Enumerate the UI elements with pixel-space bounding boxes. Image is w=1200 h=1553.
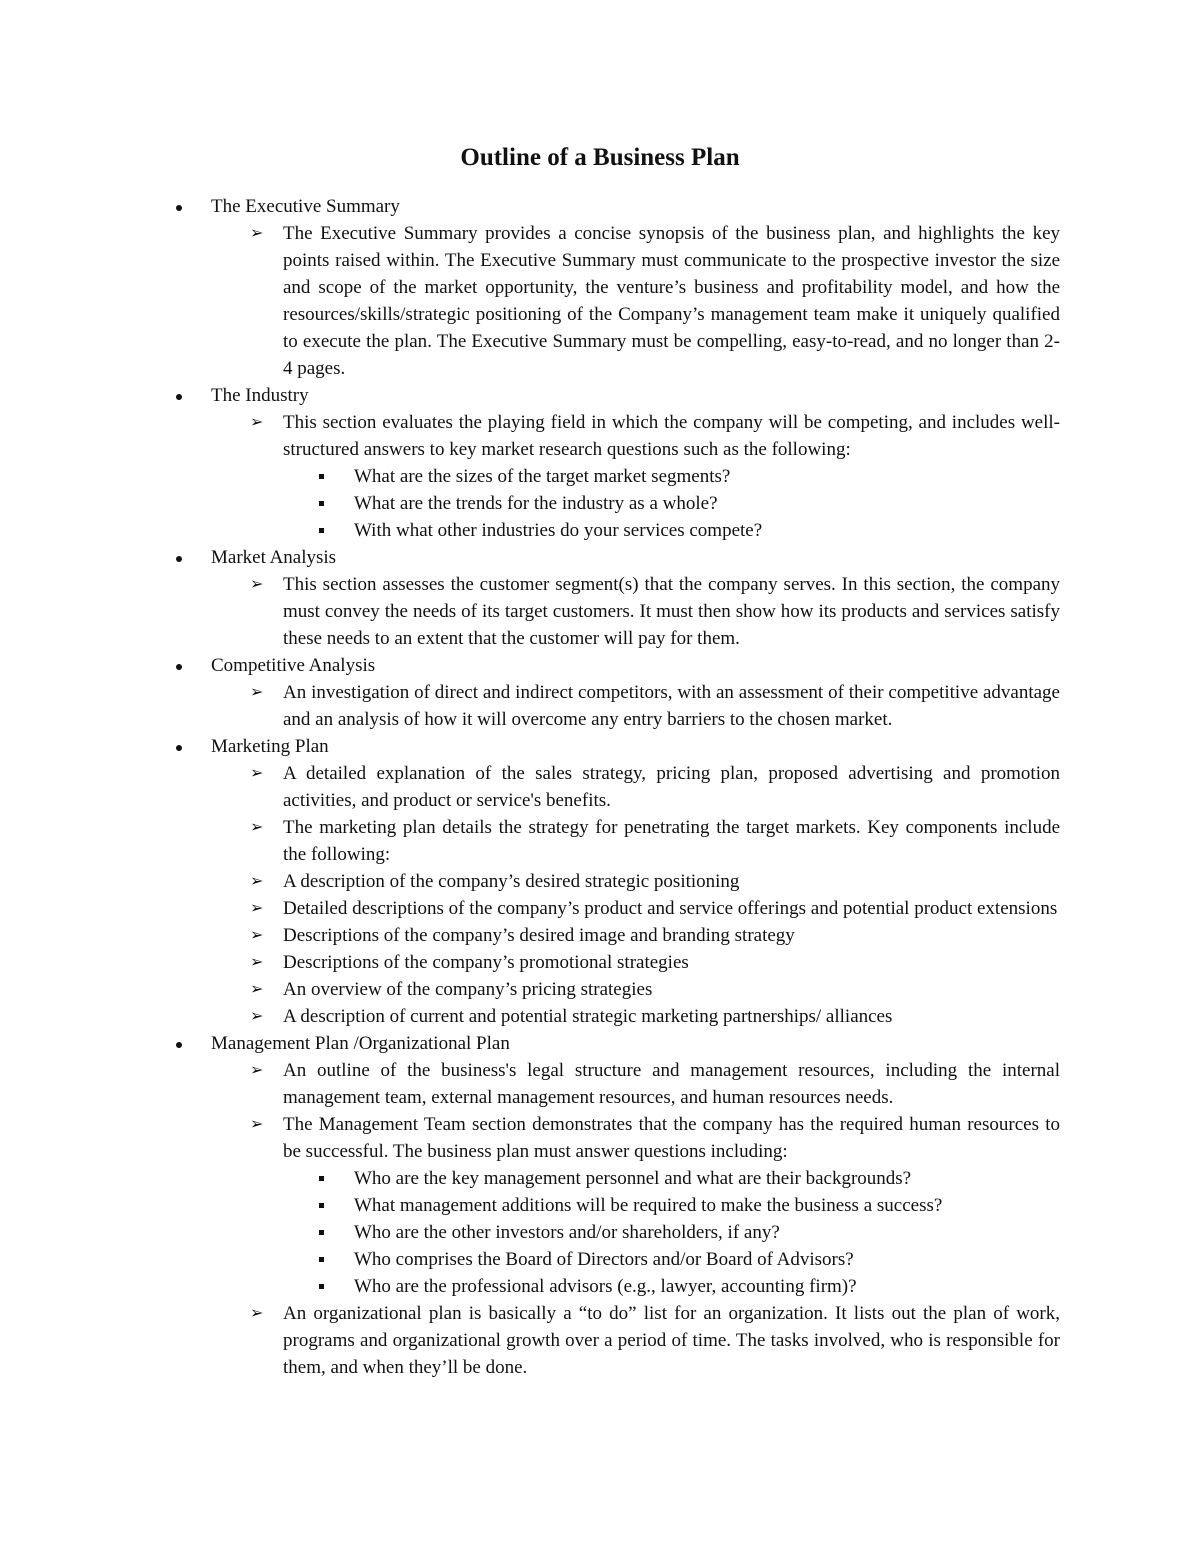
section-point [170, 571, 1060, 652]
section-point [170, 814, 1060, 868]
section-point [170, 1057, 1060, 1111]
square-bullet-icon [319, 1284, 324, 1289]
arrow-bullet-icon: ➢ [250, 684, 264, 701]
sub-question [170, 1165, 1060, 1192]
section-heading-text: Market Analysis [211, 547, 337, 568]
arrow-bullet-icon: ➢ [250, 981, 264, 998]
sub-question [170, 1273, 1060, 1300]
section-heading-text: Management Plan /Organizational Plan [211, 1033, 510, 1054]
outline-section [170, 382, 1060, 544]
sub-question-text: Who comprises the Board of Directors and/or Board of Advisors? [354, 1249, 854, 1270]
arrow-bullet-icon: ➢ [250, 900, 264, 917]
bullet-dot-icon [176, 394, 182, 400]
point-text: A detailed explanation of the sales strategy, pricing plan, proposed advertising and promotion activities, and product or service's benefits. [283, 763, 1060, 811]
arrow-bullet-icon: ➢ [250, 414, 264, 431]
point-text: Descriptions of the company’s desired image and branding strategy [283, 925, 795, 946]
bullet-dot-icon [176, 745, 182, 751]
outline-section [170, 544, 1060, 652]
bullet-dot-icon [176, 1042, 182, 1048]
section-heading [170, 652, 1060, 679]
section-heading-text: Competitive Analysis [211, 655, 376, 676]
section-point [170, 868, 1060, 895]
page-title: Outline of a Business Plan [460, 144, 740, 171]
section-point [170, 679, 1060, 733]
section-heading [170, 382, 1060, 409]
sub-question [170, 517, 1060, 544]
sub-question-text: Who are the professional advisors (e.g., lawyer, accounting firm)? [354, 1276, 857, 1297]
section-point [170, 949, 1060, 976]
arrow-bullet-icon: ➢ [250, 1305, 264, 1322]
outline-list [170, 193, 1060, 1381]
point-text: This section evaluates the playing field in which the company will be competing, and includes well-structured answers to key market research questions such as the following: [283, 412, 1060, 460]
point-text: Detailed descriptions of the company’s product and service offerings and potential product extensions [283, 898, 1058, 919]
outline-section [170, 652, 1060, 733]
point-text: An outline of the business's legal structure and management resources, including the internal management team, external management resources, and human resources needs. [283, 1060, 1060, 1108]
section-heading [170, 733, 1060, 760]
sub-question [170, 1192, 1060, 1219]
sub-question-text: What are the sizes of the target market segments? [354, 466, 731, 487]
section-point [170, 760, 1060, 814]
square-bullet-icon [319, 1257, 324, 1262]
arrow-bullet-icon: ➢ [250, 873, 264, 890]
section-heading-text: The Industry [211, 385, 309, 406]
section-heading [170, 544, 1060, 571]
section-point [170, 976, 1060, 1003]
sub-question-text: What management additions will be required to make the business a success? [354, 1195, 943, 1216]
section-point [170, 922, 1060, 949]
square-bullet-icon [319, 528, 324, 533]
bullet-dot-icon [176, 556, 182, 562]
outline-section [170, 1030, 1060, 1381]
section-point [170, 1300, 1060, 1381]
point-text: The Management Team section demonstrates that the company has the required human resources to be successful. The business plan must answer questions including: [283, 1114, 1060, 1162]
square-bullet-icon [319, 474, 324, 479]
sub-question [170, 1219, 1060, 1246]
point-text: A description of current and potential strategic marketing partnerships/ alliances [283, 1006, 893, 1027]
arrow-bullet-icon: ➢ [250, 1062, 264, 1079]
square-bullet-icon [319, 1203, 324, 1208]
arrow-bullet-icon: ➢ [250, 954, 264, 971]
section-point [170, 1003, 1060, 1030]
arrow-bullet-icon: ➢ [250, 1116, 264, 1133]
point-text: The Executive Summary provides a concise synopsis of the business plan, and highlights the key points raised within. The Executive Summary must communicate to the prospective investor the size and scope of the market opportunity, the venture’s business and profitability model, and how the resources/skills/strategic positioning of the Company’s management team make it uniquely qualified to execute the plan. The Executive Summary must be compelling, easy-to-read, and no longer than 2-4 pages. [283, 223, 1060, 379]
sub-question [170, 463, 1060, 490]
arrow-bullet-icon: ➢ [250, 225, 264, 242]
sub-question [170, 490, 1060, 517]
point-text: An overview of the company’s pricing strategies [283, 979, 653, 1000]
point-text: The marketing plan details the strategy for penetrating the target markets. Key components include the following: [283, 817, 1060, 865]
bullet-dot-icon [176, 664, 182, 670]
section-heading [170, 193, 1060, 220]
section-point [170, 895, 1060, 922]
section-heading-text: The Executive Summary [211, 196, 400, 217]
section-point [170, 220, 1060, 382]
point-text: This section assesses the customer segment(s) that the company serves. In this section, the company must convey the needs of its target customers. It must then show how its products and services satisfy these needs to an extent that the customer will pay for them. [283, 574, 1060, 649]
sub-question [170, 1246, 1060, 1273]
point-text: An investigation of direct and indirect competitors, with an assessment of their competitive advantage and an analysis of how it will overcome any entry barriers to the chosen market. [283, 682, 1060, 730]
sub-question-text: What are the trends for the industry as a whole? [354, 493, 718, 514]
outline-section [170, 733, 1060, 1030]
outline-section [170, 193, 1060, 382]
section-heading [170, 1030, 1060, 1057]
square-bullet-icon [319, 1176, 324, 1181]
arrow-bullet-icon: ➢ [250, 819, 264, 836]
point-text: A description of the company’s desired strategic positioning [283, 871, 740, 892]
sub-question-text: With what other industries do your services compete? [354, 520, 763, 541]
point-text: An organizational plan is basically a “to do” list for an organization. It lists out the plan of work, programs and organizational growth over a period of time. The tasks involved, who is responsible for them, and when they’ll be done. [283, 1303, 1060, 1378]
point-text: Descriptions of the company’s promotional strategies [283, 952, 689, 973]
arrow-bullet-icon: ➢ [250, 927, 264, 944]
square-bullet-icon [319, 501, 324, 506]
square-bullet-icon [319, 1230, 324, 1235]
sub-question-text: Who are the other investors and/or shareholders, if any? [354, 1222, 780, 1243]
bullet-dot-icon [176, 205, 182, 211]
section-heading-text: Marketing Plan [211, 736, 329, 757]
section-point [170, 1111, 1060, 1165]
arrow-bullet-icon: ➢ [250, 765, 264, 782]
arrow-bullet-icon: ➢ [250, 1008, 264, 1025]
sub-question-text: Who are the key management personnel and what are their backgrounds? [354, 1168, 912, 1189]
arrow-bullet-icon: ➢ [250, 576, 264, 593]
section-point [170, 409, 1060, 463]
